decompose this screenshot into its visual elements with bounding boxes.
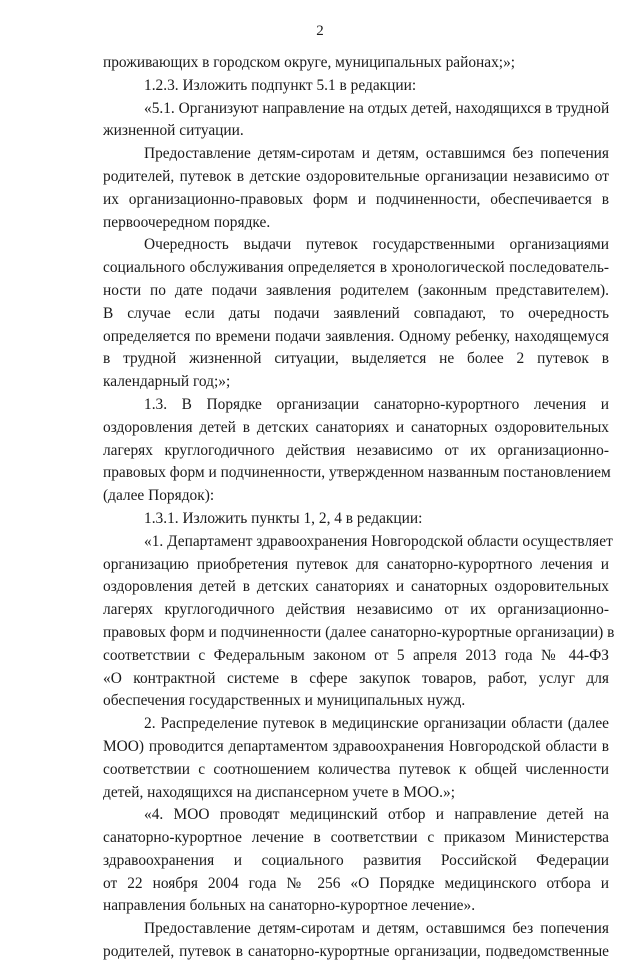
text-line: правовых форм и подчиненности (далее санаторно-курортные организации) в: [103, 623, 615, 641]
text-line: 1.3.1. Изложить пункты 1, 2, 4 в редакции:: [144, 509, 423, 527]
text-line: оздоровления детей в детских санаториях и санаторных оздоровительных: [103, 418, 609, 436]
text-line: их организационно-правовых форм и подчиненности, обеспечивается в: [103, 190, 609, 208]
text-line: оздоровления детей в детских санаториях и санаторных оздоровительных: [103, 578, 609, 596]
text-line: жизненной ситуации.: [103, 122, 244, 140]
text-line: правовых форм и подчиненности, утвержденном названным постановлением: [103, 464, 611, 482]
text-line: направления больных на санаторно-курортное лечение».: [103, 897, 476, 915]
text-line: 1.3. В Порядке организации санаторно-курортного лечения и: [144, 395, 609, 413]
text-line: организацию приобретения путевок для санаторно-курортного лечения и: [103, 555, 609, 573]
text-line: «1. Департамент здравоохранения Новгородской области осуществляет: [144, 532, 613, 550]
text-line: 1.2.3. Изложить подпункт 5.1 в редакции:: [144, 76, 417, 94]
text-line: проживающих в городском округе, муниципальных районах;»;: [103, 54, 516, 71]
text-line: здравоохранения и социального развития Российской Федерации: [103, 851, 609, 869]
text-line: «О контрактной системе в сфере закупок товаров, работ, услуг для: [103, 669, 609, 687]
text-line: Предоставление детям-сиротам и детям, оставшимся без попечения: [144, 920, 609, 938]
document-body: [103, 52, 615, 964]
text-line: родителей, путевок в санаторно-курортные организации, подведомственные: [103, 943, 609, 961]
text-line: ности по дате подачи заявления родителем (законным представителем).: [103, 281, 609, 299]
text-line: определяется по времени подачи заявления. Одному ребенку, находящемуся: [103, 327, 609, 345]
text-line: Очередность выдачи путевок государственными организациями: [144, 236, 609, 254]
text-line: санаторно-курортное лечение в соответствии с приказом Министерства: [103, 829, 609, 847]
text-line: «4. МОО проводят медицинский отбор и направление детей на: [144, 806, 609, 824]
text-line: «5.1. Организуют направление на отдых детей, находящихся в трудной: [144, 99, 610, 117]
text-line: соответствии с соотношением количества путевок к общей численности: [103, 760, 609, 778]
text-line: 2. Распределение путевок в медицинские организации области (далее: [144, 715, 609, 733]
text-line: первоочередном порядке.: [103, 213, 271, 231]
text-line: соответствии с Федеральным законом от 5 апреля 2013 года № 44-ФЗ: [103, 646, 609, 664]
text-line: социального обслуживания определяется в хронологической последователь-: [103, 259, 609, 277]
text-line: календарный год;»;: [103, 373, 231, 391]
text-line: МОО) проводится департаментом здравоохранения Новгородской области в: [103, 737, 609, 755]
text-line: лагерях круглогодичного действия независимо от их организационно-: [103, 601, 609, 619]
text-line: от 22 ноября 2004 года № 256 «О Порядке медицинского отбора и: [103, 874, 609, 892]
text-line: Предоставление детям-сиротам и детям, оставшимся без попечения: [144, 145, 609, 163]
text-line: в трудной жизненной ситуации, выделяется не более 2 путевок в: [103, 350, 609, 368]
text-line: лагерях круглогодичного действия независимо от их организационно-: [103, 441, 609, 459]
text-line: обеспечения государственных и муниципальных нужд.: [103, 692, 466, 710]
text-line: родителей, путевок в детские оздоровительные организации независимо от: [103, 167, 609, 185]
page-number: 2: [316, 23, 324, 39]
text-line: (далее Порядок):: [103, 487, 215, 505]
text-line: детей, находящихся на диспансерном учете в МОО.»;: [103, 783, 455, 801]
text-line: В случае если даты подачи заявлений совпадают, то очередность: [103, 304, 609, 322]
